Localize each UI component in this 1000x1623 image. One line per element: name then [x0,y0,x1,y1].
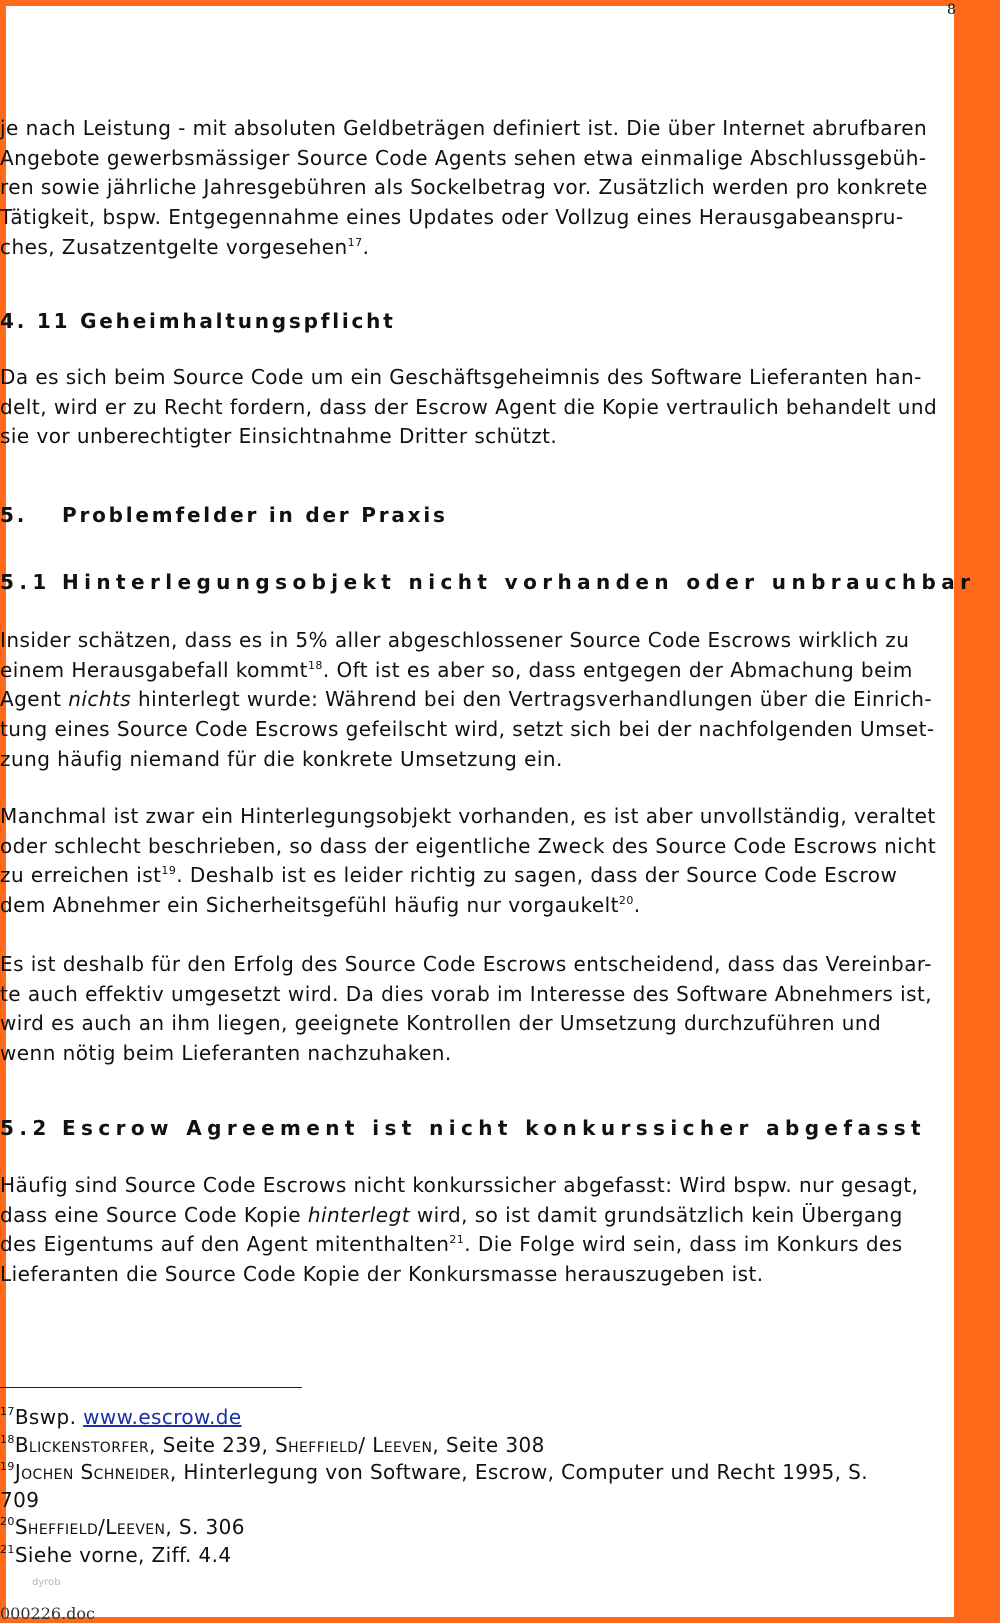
paragraph-incomplete [0,802,1000,921]
footnote-19: $^{19}$Jochen Schneider, Hinterlegung von Software, Escrow, Computer und Recht 1995, S. [0,1460,868,1485]
heading-4-11: 4. 11 Geheimhaltungspflicht [0,309,396,333]
page-number: 8 [947,2,956,18]
footnote-ref[interactable]: 17 [347,235,363,249]
paragraph-bankruptcy [0,1171,1000,1290]
footnote-21: $^{21}$Siehe vorne, Ziff. 4.4 [0,1542,232,1567]
text-line: dass eine Source Code Kopie hinterlegt wird, so ist damit grundsätzlich kein Übergang [0,1202,903,1227]
small-print: dyrob [32,1577,61,1588]
paragraph-confidentiality [0,363,1000,452]
text-line: Agent nichts hinterlegt wurde: Während bei den Vertragsverhandlungen über die Einrich- [0,687,933,712]
footnote-18: $^{18}$Blickenstorfer, Seite 239, Sheffield/ Leeven, Seite 308 [0,1432,545,1457]
footnote-ref[interactable]: 21 [449,1233,465,1247]
text-line: ches, Zusatzentgelte vorgesehen$^{17}$. [0,234,370,259]
footnote-20: $^{20}$Sheffield/Leeven, S. 306 [0,1515,245,1540]
text-line: zu erreichen ist$^{19}$. Deshalb ist es leider richtig zu sagen, dass der Source Code Escrow [0,863,898,888]
text-line: Es ist deshalb für den Erfolg des Source Code Escrows entscheidend, dass das Vereinbar- [0,952,932,976]
text-line: sie vor unberechtigter Einsichtnahme Dritter schützt. [0,424,558,449]
text-line: des Eigentums auf den Agent mitenthalten$^{21}$. Die Folge wird sein, dass im Konkurs des [0,1232,903,1257]
text-line: Da es sich beim Source Code um ein Geschäftsgeheimnis des Software Lieferanten han- [0,365,922,389]
text-line: Manchmal ist zwar ein Hinterlegungsobjekt vorhanden, es ist aber unvollständig, veraltet [0,804,936,828]
text-line: tung eines Source Code Escrows gefeilscht wird, setzt sich bei der nachfolgenden Umset- [0,717,935,742]
text-line: Häufig sind Source Code Escrows nicht konkurssicher abgefasst: Wird bspw. nur gesagt, [0,1173,919,1197]
text-line: oder schlecht beschrieben, so dass der eigentliche Zweck des Source Code Escrows nicht [0,833,937,858]
text-line: Insider schätzen, dass es in 5% aller abgeschlossener Source Code Escrows wirklich zu [0,628,910,652]
document-filename: 000226.doc [0,1604,95,1623]
heading-5-2: 5.2 Escrow Agreement ist nicht konkurssicher abgefasst [0,1116,926,1140]
text-line: dem Abnehmer ein Sicherheitsgefühl häufig nur vorgaukelt$^{20}$. [0,893,641,918]
text-line: je nach Leistung - mit absoluten Geldbeträgen definiert ist. Die über Internet abrufbaren [0,116,928,140]
footnotes [0,1404,868,1570]
footnote-ref[interactable]: 19 [161,864,177,878]
footnote-ref[interactable]: 20 [618,894,634,908]
text-line: Lieferanten die Source Code Kopie der Konkursmasse herauszugeben ist. [0,1262,764,1287]
footnote-19-cont: 709 [0,1487,40,1512]
paragraph-success [0,950,1000,1069]
text-line: Tätigkeit, bspw. Entgegennahme eines Updates oder Vollzug eines Herausgabeanspru- [0,205,904,230]
document-page [0,2,976,1623]
text-line: delt, wird er zu Recht fordern, dass der Escrow Agent die Kopie vertraulich behandelt und [0,394,938,419]
text-line: wenn nötig beim Lieferanten nachzuhaken. [0,1041,452,1066]
escrow-link[interactable]: www.escrow.de [83,1405,242,1429]
text-line: te auch effektiv umgesetzt wird. Da dies vorab im Interesse des Software Abnehmers ist, [0,981,933,1006]
footnote-ref[interactable]: 18 [307,658,323,672]
text-line: zung häufig niemand für die konkrete Umsetzung ein. [0,746,563,771]
paragraph-fees [0,114,1000,263]
text-line: wird es auch an ihm liegen, geeignete Kontrollen der Umsetzung durchzuführen und [0,1011,882,1036]
paragraph-insider [0,626,1000,775]
heading-5-1: 5.1 Hinterlegungsobjekt nicht vorhanden oder unbrauchbar [0,570,976,594]
footnote-separator [0,1387,302,1388]
text-line: ren sowie jährliche Jahresgebühren als Sockelbetrag vor. Zusätzlich werden pro konkrete [0,175,928,200]
text-line: Angebote gewerbsmässiger Source Code Agents sehen etwa einmalige Abschlussgebüh- [0,145,927,170]
heading-5: 5. Problemfelder in der Praxis [0,503,448,527]
text-line: einem Herausgabefall kommt$^{18}$. Oft ist es aber so, dass entgegen der Abmachung beim [0,657,913,682]
footnote-17: $^{17}$Bswp. www.escrow.de [0,1405,242,1429]
